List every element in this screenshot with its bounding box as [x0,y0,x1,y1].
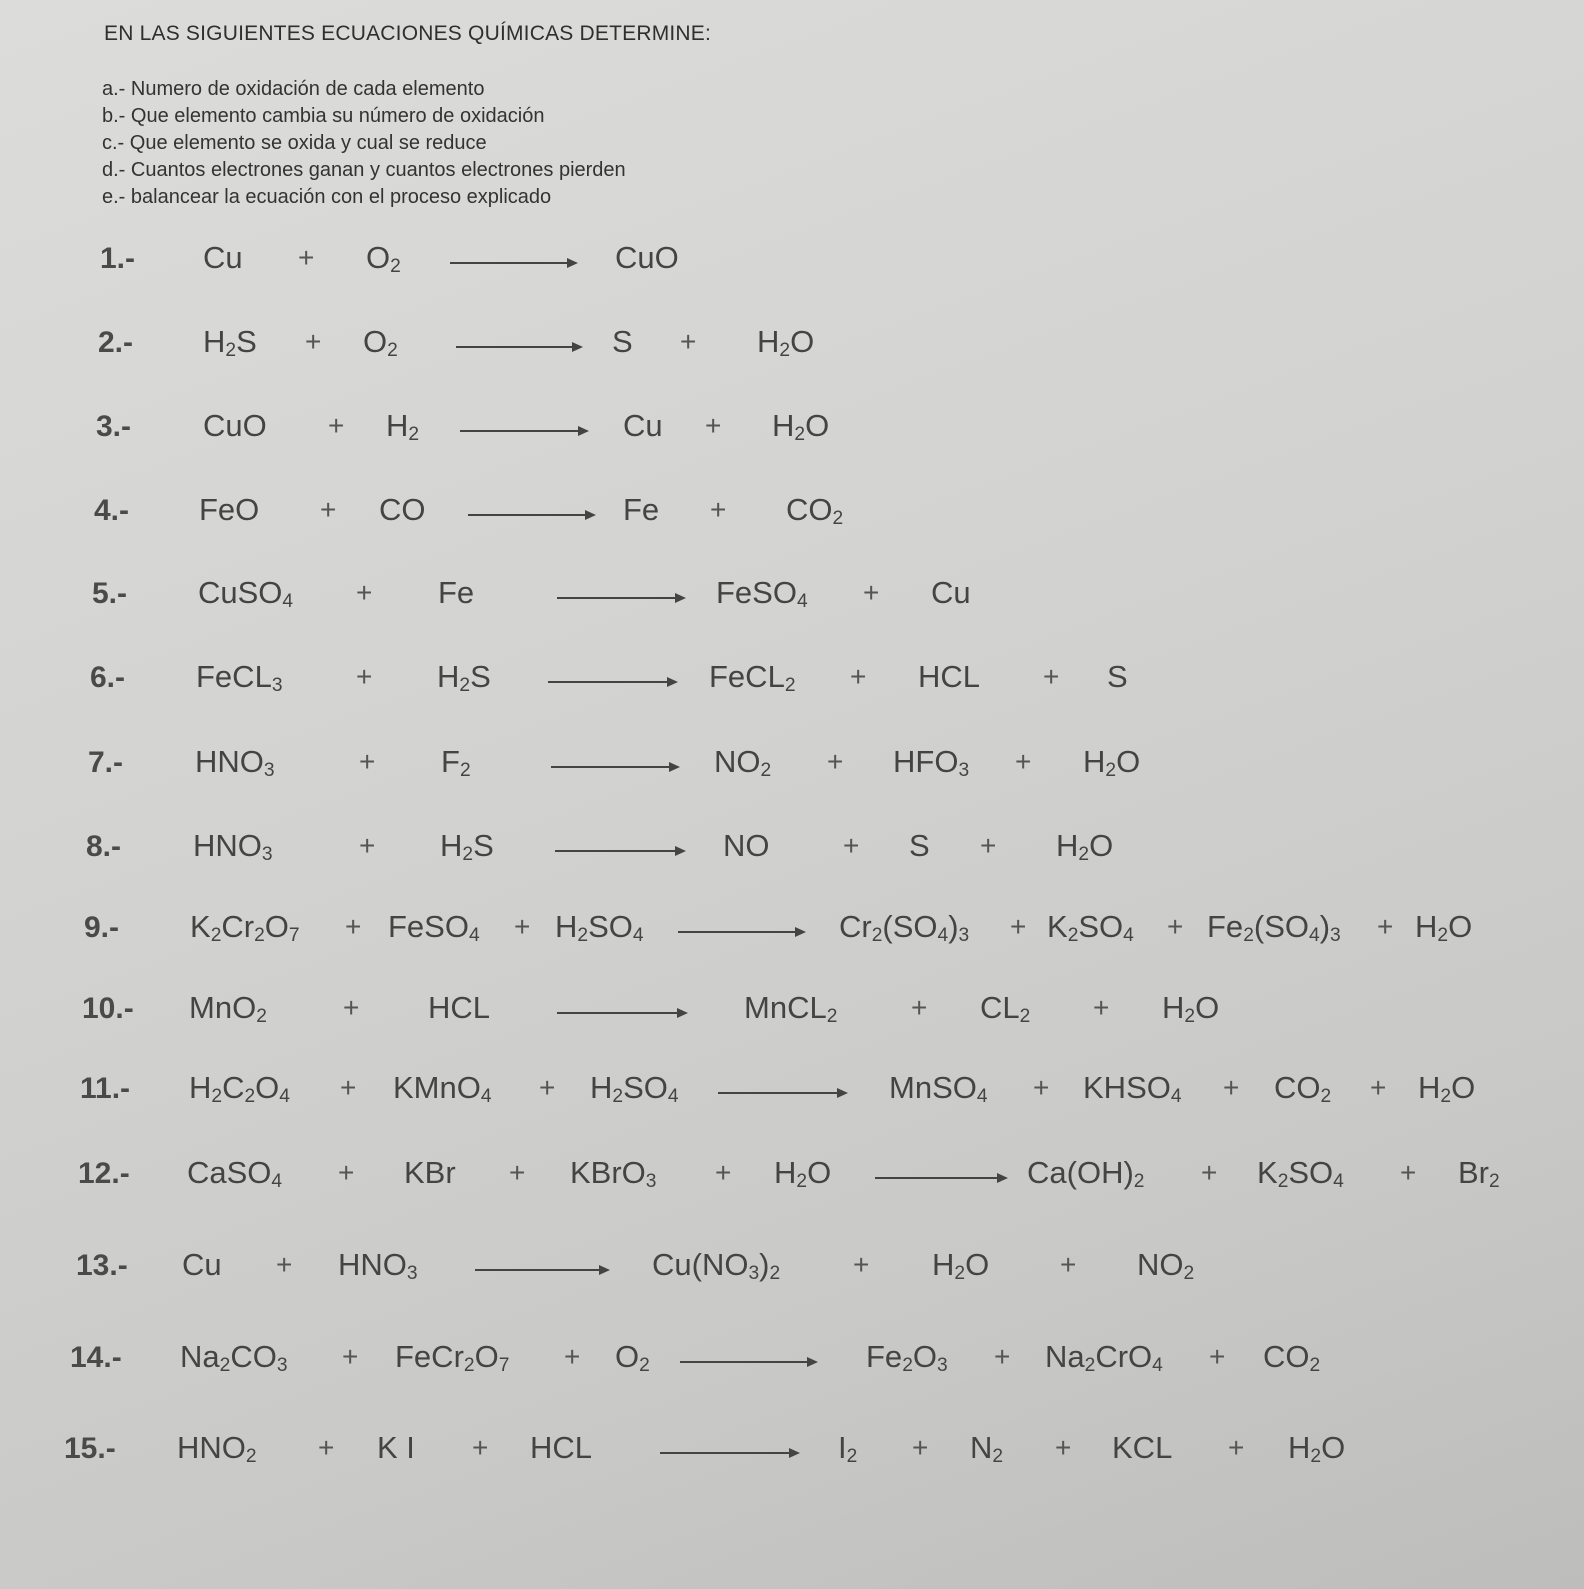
product-formula: $Cr_2(SO_4)_3$ [839,909,970,947]
plus-sign: + [320,494,337,525]
plus-sign: + [318,1432,335,1463]
product-formula: $N_2$ [970,1430,1004,1468]
equation-number: 12.- [78,1157,130,1190]
product-formula: Fe [623,492,660,527]
product-formula: $CO_2$ [1263,1339,1321,1377]
reactant-formula: $HNO_2$ [177,1430,257,1468]
equation-14 [0,1331,1584,1391]
equation-number: 15.- [64,1432,116,1465]
plus-sign: + [863,577,880,608]
plus-sign: + [356,577,373,608]
reaction-arrow-icon [548,681,668,683]
product-formula: S [612,324,633,359]
reactant-formula: $K_2Cr_2O_7$ [190,909,300,947]
product-formula: $Cu(NO_3)_2$ [652,1247,781,1285]
reaction-arrow-icon [456,346,573,348]
equation-10 [0,982,1584,1042]
reactant-formula: KBr [404,1155,456,1190]
product-formula: $HFO_3$ [893,744,970,782]
plus-sign: + [1010,911,1027,942]
reactant-formula: CuSO$_4$ [198,575,294,613]
reactant-formula: $H_2S$ [203,324,257,362]
reactant-formula: HCL [428,990,491,1025]
equation-8 [0,820,1584,880]
reaction-arrow-icon [475,1269,600,1271]
equation-number: 1.- [100,242,136,275]
product-formula: $Fe_2O_3$ [866,1339,948,1377]
reaction-arrow-icon [460,430,579,432]
plus-sign: + [342,1341,359,1372]
equation-7 [0,736,1584,796]
plus-sign: + [345,911,362,942]
plus-sign: + [980,830,997,861]
reactant-formula: $O_2$ [615,1339,650,1377]
equation-4 [0,484,1584,544]
product-formula: $K_2SO_4$ [1047,909,1134,947]
plus-sign: + [1093,992,1110,1023]
reactant-formula: HCL [530,1430,593,1465]
reaction-arrow-icon [450,262,568,264]
plus-sign: + [1400,1157,1417,1188]
plus-sign: + [850,661,867,692]
reactant-formula: CaSO$_4$ [187,1155,283,1193]
equation-number: 4.- [94,494,130,527]
reaction-arrow-icon [660,1452,790,1454]
product-formula: CuO [615,240,679,275]
plus-sign: + [340,1072,357,1103]
instruction-a: a.- Numero de oxidación de cada elemento [102,78,485,100]
reactant-formula: $O_2$ [363,324,398,362]
reactant-formula: $H_2S$ [440,828,494,866]
plus-sign: + [514,911,531,942]
plus-sign: + [1060,1249,1077,1280]
product-formula: FeCL$_2$ [709,659,796,697]
product-formula: HCL [918,659,981,694]
product-formula: $KHSO_4$ [1083,1070,1182,1108]
equation-number: 13.- [76,1249,128,1282]
product-formula: $H_2O$ [1162,990,1220,1028]
product-formula: S [909,828,930,863]
product-formula: KCL [1112,1430,1173,1465]
equation-number: 7.- [88,746,124,779]
plus-sign: + [1377,911,1394,942]
reactant-formula: MnO$_2$ [189,990,267,1028]
plus-sign: + [1033,1072,1050,1103]
reactant-formula: $H_2SO_4$ [555,909,644,947]
plus-sign: + [359,746,376,777]
equation-12 [0,1147,1584,1207]
reactant-formula: $HNO_3$ [193,828,273,866]
plus-sign: + [509,1157,526,1188]
plus-sign: + [356,661,373,692]
product-formula: $NO_2$ [1137,1247,1195,1285]
plus-sign: + [994,1341,1011,1372]
equation-number: 8.- [86,830,122,863]
reaction-arrow-icon [718,1092,838,1094]
reaction-arrow-icon [678,931,796,933]
product-formula: MnSO$_4$ [889,1070,988,1108]
reactant-formula: $H_2S$ [437,659,491,697]
reactant-formula: KBrO$_3$ [570,1155,657,1193]
product-formula: $H_2O$ [1415,909,1473,947]
equation-11 [0,1062,1584,1122]
reaction-arrow-icon [557,1012,678,1014]
equation-number: 10.- [82,992,134,1025]
reaction-arrow-icon [680,1361,808,1363]
instruction-e: e.- balancear la ecuación con el proceso explicado [102,186,552,208]
plus-sign: + [472,1432,489,1463]
product-formula: $Fe_2(SO_4)_3$ [1207,909,1341,947]
equation-number: 2.- [98,326,134,359]
reactant-formula: $H_2SO_4$ [590,1070,679,1108]
product-formula: $I_2$ [838,1430,858,1468]
product-formula: $NO_2$ [714,744,772,782]
product-formula: $K_2SO_4$ [1257,1155,1344,1193]
reactant-formula: CO [379,492,426,527]
instruction-c: c.- Que elemento se oxida y cual se reduce [102,132,487,154]
product-formula: FeSO$_4$ [716,575,808,613]
reactant-formula: FeCL$_3$ [196,659,283,697]
equation-5 [0,567,1584,627]
equation-13 [0,1239,1584,1299]
plus-sign: + [343,992,360,1023]
product-formula: $H_2O$ [772,408,830,446]
reactant-formula: FeO [199,492,260,527]
plus-sign: + [1043,661,1060,692]
reactant-formula: Cu [182,1247,222,1282]
plus-sign: + [1167,911,1184,942]
equation-6 [0,651,1584,711]
equation-3 [0,400,1584,460]
plus-sign: + [710,494,727,525]
product-formula: $H_2O$ [1056,828,1114,866]
product-formula: $Ca(OH)_2$ [1027,1155,1145,1193]
plus-sign: + [843,830,860,861]
reactant-formula: FeSO$_4$ [388,909,480,947]
reactant-formula: $HNO_3$ [338,1247,418,1285]
plus-sign: + [1209,1341,1226,1372]
plus-sign: + [1015,746,1032,777]
plus-sign: + [328,410,345,441]
product-formula: $H_2O$ [757,324,815,362]
reactant-formula: $H_2$ [386,408,420,446]
reactant-formula: $HNO_3$ [195,744,275,782]
reactant-formula: Cu [203,240,243,275]
plus-sign: + [276,1249,293,1280]
product-formula: $Na_2CrO_4$ [1045,1339,1163,1377]
plus-sign: + [298,242,315,273]
plus-sign: + [359,830,376,861]
plus-sign: + [912,1432,929,1463]
product-formula: $H_2O$ [932,1247,990,1285]
reactant-formula: KMnO$_4$ [393,1070,492,1108]
reactant-formula: CuO [203,408,267,443]
worksheet-title: EN LAS SIGUIENTES ECUACIONES QUÍMICAS DETERMINE: [104,22,712,45]
plus-sign: + [680,326,697,357]
plus-sign: + [564,1341,581,1372]
reactant-formula: $F_2$ [441,744,471,782]
plus-sign: + [1223,1072,1240,1103]
equation-number: 5.- [92,577,128,610]
plus-sign: + [305,326,322,357]
product-formula: S [1107,659,1128,694]
plus-sign: + [827,746,844,777]
equation-number: 14.- [70,1341,122,1374]
reactant-formula: $H_2O$ [774,1155,832,1193]
reaction-arrow-icon [551,766,670,768]
plus-sign: + [715,1157,732,1188]
plus-sign: + [1055,1432,1072,1463]
product-formula: $H_2O$ [1083,744,1141,782]
reactant-formula: K I [377,1430,415,1465]
equation-1 [0,232,1584,292]
reaction-arrow-icon [557,597,676,599]
plus-sign: + [539,1072,556,1103]
plus-sign: + [911,992,928,1023]
reactant-formula: Fe [438,575,475,610]
reactant-formula: $O_2$ [366,240,401,278]
equation-number: 11.- [80,1072,131,1105]
equation-number: 6.- [90,661,126,694]
product-formula: $H_2O$ [1418,1070,1476,1108]
reactant-formula: $Na_2CO_3$ [180,1339,288,1377]
product-formula: Cu [623,408,663,443]
plus-sign: + [338,1157,355,1188]
plus-sign: + [705,410,722,441]
product-formula: $CO_2$ [1274,1070,1332,1108]
plus-sign: + [1201,1157,1218,1188]
equation-15 [0,1422,1584,1482]
instruction-d: d.- Cuantos electrones ganan y cuantos electrones pierden [102,159,626,181]
equation-9 [0,901,1584,961]
product-formula: Cu [931,575,971,610]
instruction-b: b.- Que elemento cambia su número de oxidación [102,105,545,127]
product-formula: $Br_2$ [1458,1155,1500,1193]
reaction-arrow-icon [875,1177,998,1179]
equation-number: 3.- [96,410,132,443]
plus-sign: + [1228,1432,1245,1463]
reactant-formula: $FeCr_2O_7$ [395,1339,510,1377]
product-formula: $CO_2$ [786,492,844,530]
product-formula: MnCL$_2$ [744,990,838,1028]
reaction-arrow-icon [555,850,676,852]
plus-sign: + [1370,1072,1387,1103]
reaction-arrow-icon [468,514,586,516]
product-formula: $CL_2$ [980,990,1031,1028]
reactant-formula: $H_2C_2O_4$ [189,1070,290,1108]
equation-number: 9.- [84,911,120,944]
product-formula: $H_2O$ [1288,1430,1346,1468]
plus-sign: + [853,1249,870,1280]
product-formula: NO [723,828,770,863]
equation-2 [0,316,1584,376]
